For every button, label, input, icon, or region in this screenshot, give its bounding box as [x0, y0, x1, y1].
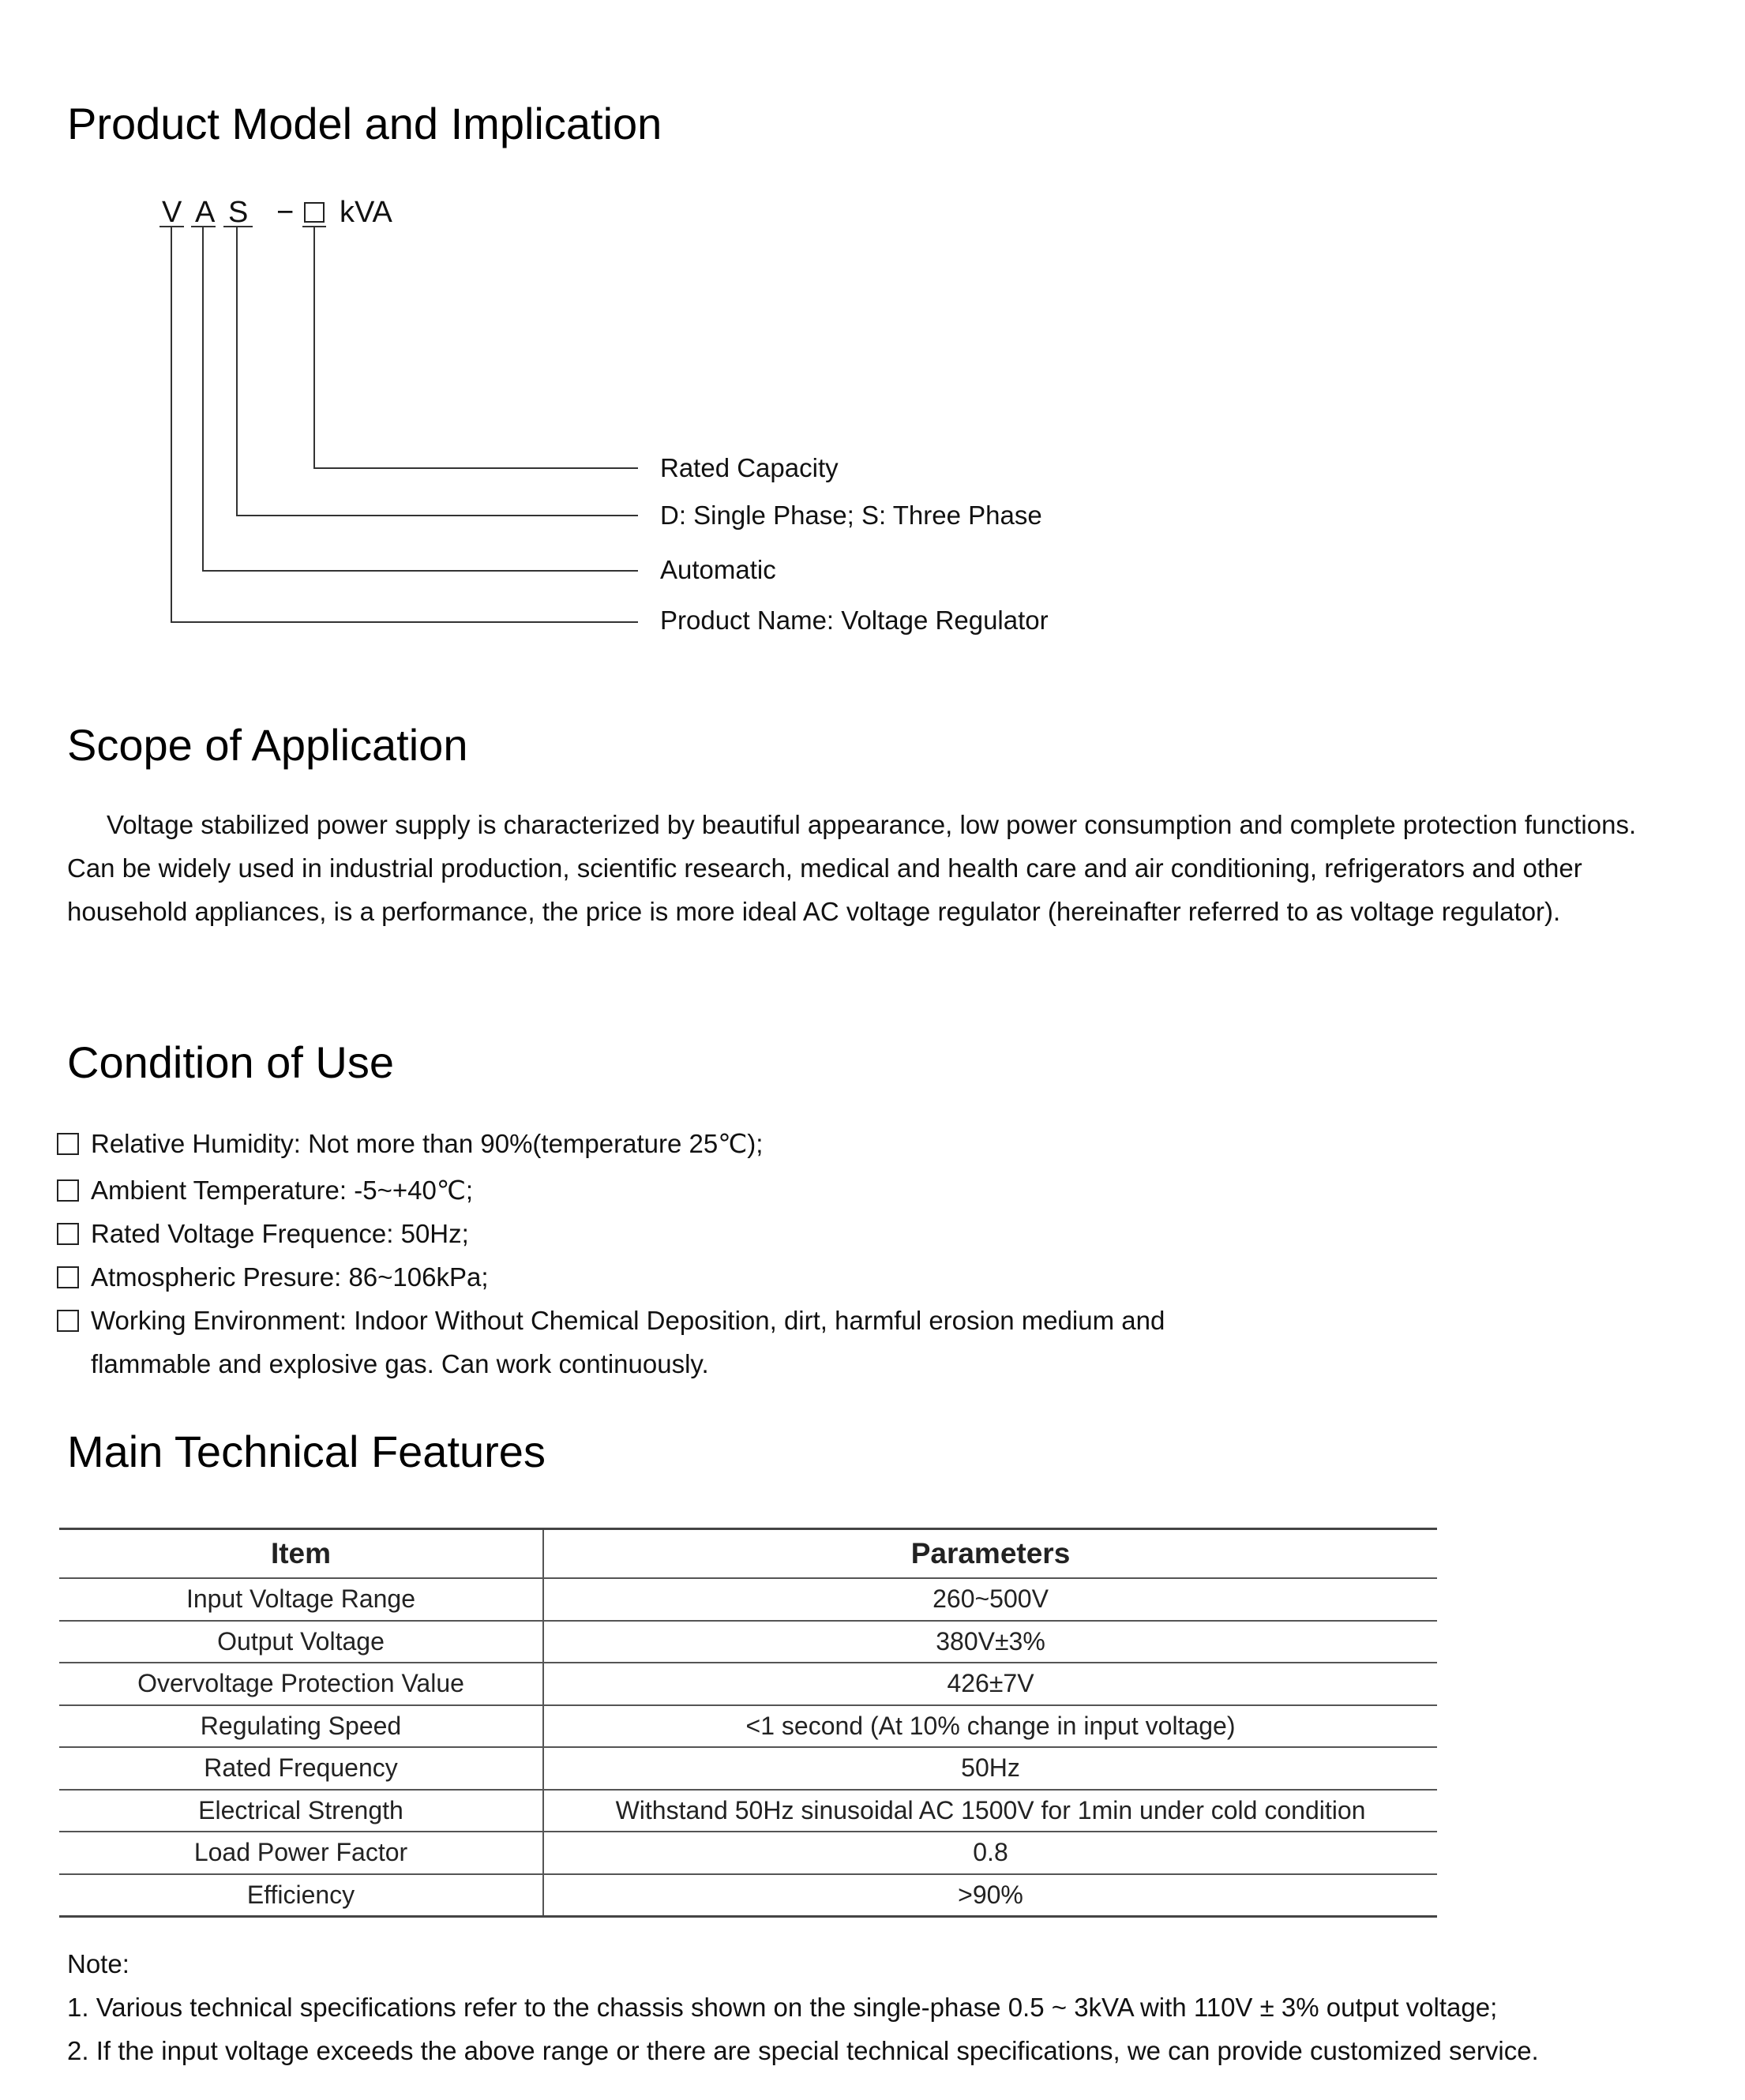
table-header-row	[59, 1529, 1437, 1579]
table-row	[59, 1705, 1437, 1748]
note-line-1: 1. Various technical specifications refer to the chassis shown on the single-phase 0.5 ~ 3kVA with 110V ± 3% output voltage;	[67, 1993, 1498, 2022]
table-row	[59, 1747, 1437, 1790]
model-dash: −	[276, 196, 295, 229]
note-line-2: 2. If the input voltage exceeds the above range or there are special technical specifications, we can provide customized service.	[67, 2036, 1539, 2065]
item-cell: Load Power Factor	[59, 1832, 543, 1874]
parameter-cell: Withstand 50Hz sinusoidal AC 1500V for 1min under cold condition	[543, 1790, 1437, 1832]
condition-item	[57, 1299, 1259, 1386]
heading-condition: Condition of Use	[67, 1037, 395, 1087]
model-unit: kVA	[340, 196, 392, 229]
condition-text: Atmospheric Presure: 86~106kPa;	[91, 1262, 489, 1292]
technical-features-table	[59, 1528, 1437, 1918]
item-cell: Regulating Speed	[59, 1705, 543, 1748]
heading-scope: Scope of Application	[67, 720, 468, 770]
note-label: Note:	[67, 1949, 129, 1978]
model-letter-s: S	[228, 196, 249, 229]
header-item: Item	[59, 1529, 543, 1579]
condition-item	[57, 1122, 1259, 1165]
legend-product-name: Product Name: Voltage Regulator	[660, 606, 1049, 635]
checkbox-icon	[57, 1310, 79, 1332]
condition-text: Rated Voltage Frequence: 50Hz;	[91, 1219, 469, 1248]
condition-item	[57, 1168, 1259, 1212]
checkbox-icon	[57, 1266, 79, 1288]
heading-features: Main Technical Features	[67, 1427, 546, 1476]
table-row	[59, 1621, 1437, 1663]
model-letter-v: V	[162, 196, 182, 229]
header-parameters: Parameters	[543, 1529, 1437, 1579]
parameter-cell: 380V±3%	[543, 1621, 1437, 1663]
legend-rated-capacity: Rated Capacity	[660, 453, 839, 482]
parameter-cell: 0.8	[543, 1832, 1437, 1874]
parameter-cell: 426±7V	[543, 1663, 1437, 1705]
model-connector-lines	[0, 0, 1745, 647]
scope-paragraph: Voltage stabilized power supply is characterized by beautiful appearance, low power consumption and complete protection functions. Can be widely used in industrial production, scientific research, medical and health care and air conditioning, refrigerators and other household appliances, is a performance, the price is more ideal AC voltage regulator (hereinafter referred to as voltage regulator).	[67, 810, 1637, 926]
legend-phase: D: Single Phase; S: Three Phase	[660, 501, 1042, 530]
condition-text: Ambient Temperature: -5~+40℃;	[91, 1176, 474, 1205]
parameter-cell: <1 second (At 10% change in input voltage)	[543, 1705, 1437, 1748]
checkbox-icon	[57, 1223, 79, 1245]
checkbox-icon	[57, 1133, 79, 1155]
table-row	[59, 1578, 1437, 1621]
parameter-cell: 260~500V	[543, 1578, 1437, 1621]
table-row	[59, 1663, 1437, 1705]
parameter-cell: 50Hz	[543, 1747, 1437, 1790]
heading-product-model: Product Model and Implication	[67, 99, 662, 148]
table-row	[59, 1874, 1437, 1917]
item-cell: Input Voltage Range	[59, 1578, 543, 1621]
item-cell: Rated Frequency	[59, 1747, 543, 1790]
condition-item	[57, 1255, 1259, 1299]
condition-text: Working Environment: Indoor Without Chemical Deposition, dirt, harmful erosion medium and flammable and explosive gas. Can work continuously.	[91, 1306, 1165, 1378]
model-letter-a: A	[195, 196, 216, 229]
table-row	[59, 1790, 1437, 1832]
item-cell: Efficiency	[59, 1874, 543, 1917]
item-cell: Overvoltage Protection Value	[59, 1663, 543, 1705]
table-row	[59, 1832, 1437, 1874]
condition-item	[57, 1212, 1259, 1255]
item-cell: Output Voltage	[59, 1621, 543, 1663]
condition-text: Relative Humidity: Not more than 90%(temperature 25℃);	[91, 1129, 764, 1158]
item-cell: Electrical Strength	[59, 1790, 543, 1832]
parameter-cell: >90%	[543, 1874, 1437, 1917]
checkbox-icon	[57, 1179, 79, 1202]
legend-automatic: Automatic	[660, 555, 776, 584]
